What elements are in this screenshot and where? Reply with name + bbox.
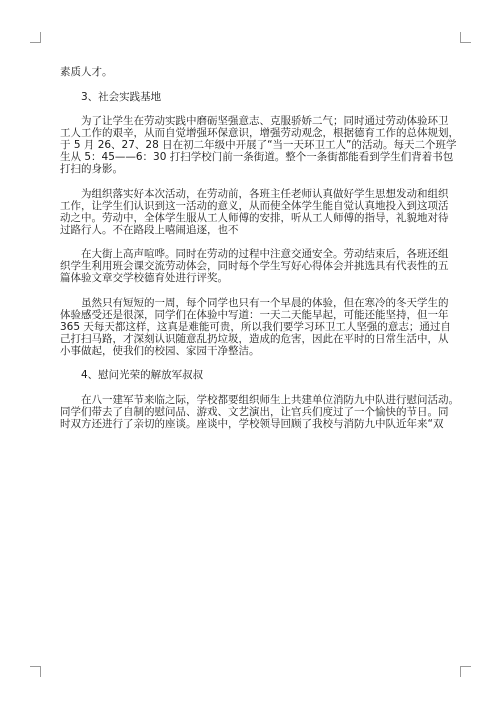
paragraph [60,248,449,284]
crop-mark-top-left [30,32,41,43]
paragraph-gap [60,236,442,249]
text-line: 工作，让学生们认识到这一活动的意义，从而使全体学生能自觉认真地投入到这项活 [60,199,449,212]
text-line: 生从 5：45——6：30 打扫学校门前一条街道。整个一条街都能看到学生们背着书包 [60,151,454,163]
text-line: 为了让学生在劳动实践中磨砺坚强意志、克服骄娇二气；同时通过劳动体验环卫 [81,115,449,127]
text-line: 在大街上高声喧哗。同时在劳动的过程中注意交通安全。劳动结束后，各班还组 [81,248,449,260]
text-line: 小事做起，使我们的校园、家园干净整洁。 [60,344,260,357]
paragraph [60,187,449,236]
paragraph-gap [60,78,442,91]
text-line: 同学们带去了自制的慰问品、游戏、文艺演出，让官兵们度过了一个愉快的节日。同 [60,405,449,418]
paragraph-gap [60,381,442,394]
text-line: 过路行人。不在路段上嘻闹追逐，也不 [60,223,239,236]
paragraph [60,91,442,103]
text-line: 己打扫马路，才深刻认识随意乱扔垃圾，造成的危害，因此在平时的日常生活中，从 [60,332,449,345]
crop-mark-top-right [460,32,471,43]
paragraph-gap [60,103,442,116]
paragraph [60,115,459,175]
paragraph [60,393,459,430]
text-line: 素质人才。 [60,66,113,78]
paragraph-gap [60,357,442,370]
text-line: 体验感受还是很深，同学们在体验中写道：一天二天能早起，可能还能坚持，但一年 [60,308,449,321]
text-line: 3、社会实践基地 [81,90,162,103]
text-line: 织学生利用班会课交流劳动体会，同时每个学生写好心得体会并挑选具有代表性的五 [60,260,449,272]
document-body [60,66,459,430]
text-line: 于 5 月 26、27、28 日在初二年级中开展了“当一天环卫工人”的活动。每天二个班学 [60,139,457,151]
text-line: 打扫的身影。 [60,163,123,175]
text-line: 365 天每天都这样，这真是难能可贵，所以我们要学习环卫工人坚强的意志；通过自 [60,320,451,333]
paragraph-gap [60,284,442,297]
text-line: 虽然只有短短的一周，每个同学也只有一个早晨的体验，但在寒冷的冬天学生的 [81,296,449,309]
text-line: 4、慰问光荣的解放军叔叔 [81,369,204,381]
text-line: 在八一建军节来临之际，学校都要组织师生上共建单位消防九中队进行慰问活动。 [81,393,459,406]
text-line: 工人工作的艰辛，从而自觉增强环保意识，增强劳动观念，根据德育工作的总体规划， [60,127,459,139]
text-line: 篇体验文章交学校德育处进行评奖。 [60,272,228,284]
crop-mark-bottom-left [30,666,41,677]
paragraph-gap [60,175,442,188]
text-line: 时双方还进行了亲切的座谈。座谈中，学校领导回顾了我校与消防九中队近年来“双 [60,417,444,430]
paragraph [60,66,442,78]
crop-mark-bottom-right [460,666,471,677]
text-line: 为组织落实好本次活动，在劳动前，各班主任老师认真做好学生思想发动和组织 [81,187,449,200]
paragraph [60,296,451,357]
paragraph [60,369,442,381]
text-line: 动之中。劳动中，全体学生服从工人师傅的安排，听从工人师傅的指导，礼貌地对待 [60,211,449,224]
